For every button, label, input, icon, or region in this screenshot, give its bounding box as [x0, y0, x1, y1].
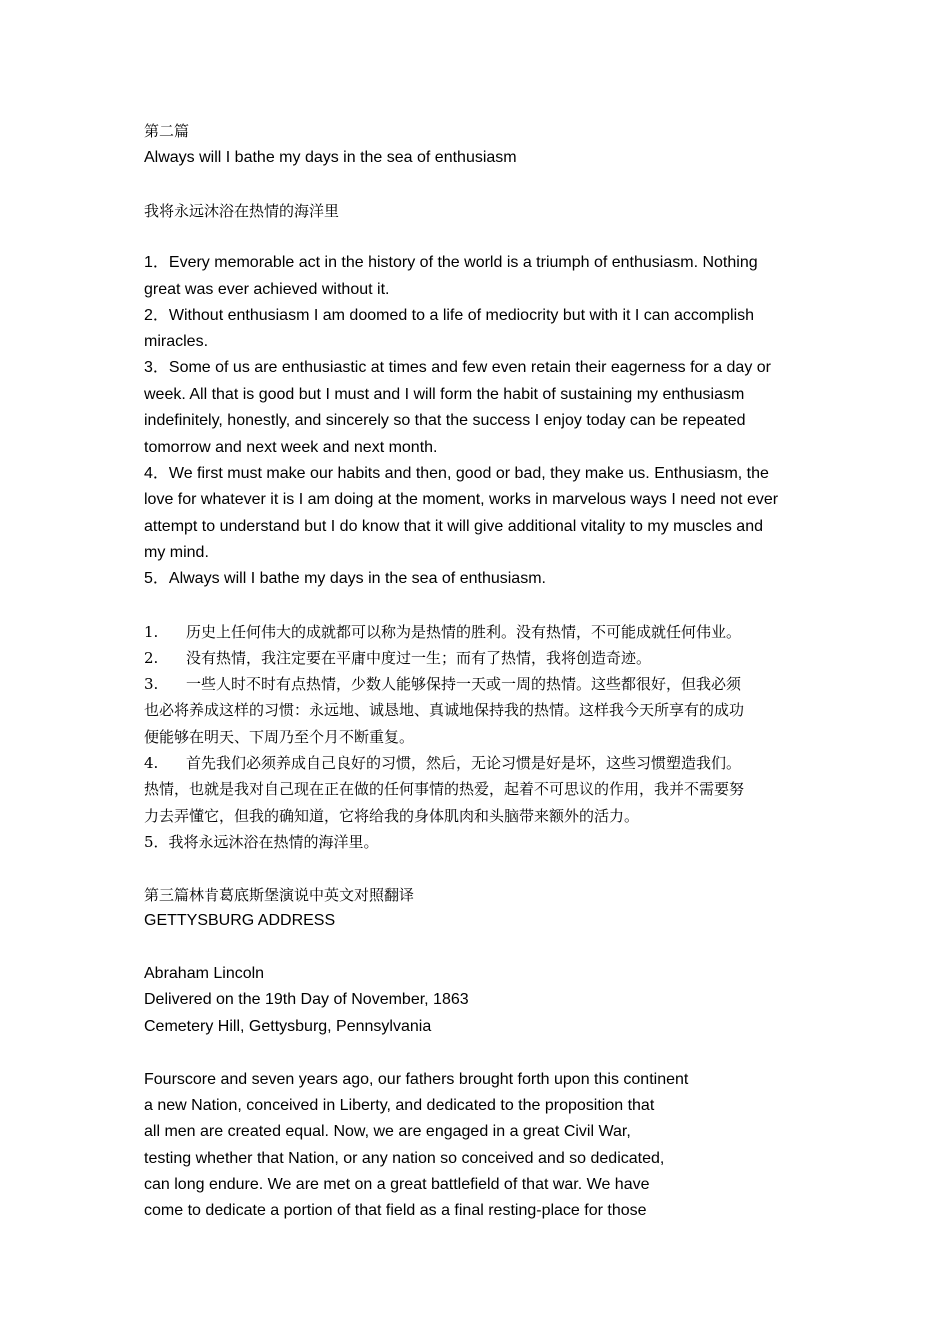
speech-line: Fourscore and seven years ago, our fathers brought forth upon this continent	[144, 1071, 689, 1088]
zh-list-item-continued: 热情，也就是我对自己现在正在做的任何事情的热爱，起着不可思议的作用，我并不需要努	[144, 780, 745, 798]
en-paragraph-line: week. All that is good but I must and I will form the habit of sustaining my enthusiasm	[144, 386, 745, 403]
section-2-title-en: Always will I bathe my days in the sea of enthusiasm	[144, 149, 517, 166]
zh-item-number: 3.	[144, 675, 159, 693]
speech-title: GETTYSBURG ADDRESS	[144, 912, 336, 929]
speech-author: Abraham Lincoln	[144, 965, 265, 982]
en-paragraph-line: attempt to understand but I do know that it will give additional vitality to my muscles and	[144, 518, 763, 535]
speech-line: can long endure. We are met on a great battlefield of that war. We have	[144, 1176, 650, 1193]
en-paragraph-line: 1．Every memorable act in the history of the world is a triumph of enthusiasm. Nothing	[144, 254, 758, 271]
en-paragraph-line: indefinitely, honestly, and sincerely so that the success I enjoy today can be repeated	[144, 412, 746, 429]
speech-line: testing whether that Nation, or any nation so conceived and so dedicated,	[144, 1150, 665, 1167]
zh-list-item	[144, 674, 741, 694]
section-2-heading: 第二篇	[144, 122, 190, 140]
zh-item-number: 2.	[144, 649, 159, 667]
en-paragraph-line: tomorrow and next week and next month.	[144, 439, 438, 456]
speech-line: all men are created equal. Now, we are engaged in a great Civil War,	[144, 1123, 631, 1140]
zh-item-text: 首先我们必须养成自己良好的习惯，然后，无论习惯是好是坏，这些习惯塑造我们。	[186, 754, 742, 772]
zh-list-item-continued: 也必将养成这样的习惯：永远地、诚恳地、真诚地保持我的热情。这样我今天所享有的成功	[144, 701, 745, 719]
speech-line: come to dedicate a portion of that field as a final resting-place for those	[144, 1202, 647, 1219]
en-paragraph-line: great was ever achieved without it.	[144, 281, 390, 298]
section-3-heading: 第三篇林肯葛底斯堡演说中英文对照翻译	[144, 886, 415, 904]
en-paragraph-line: 3．Some of us are enthusiastic at times and few even retain their eagerness for a day or	[144, 359, 771, 376]
en-paragraph-line: 5．Always will I bathe my days in the sea of enthusiasm.	[144, 570, 546, 587]
zh-list-item-continued: 便能够在明天、下周乃至个月不断重复。	[144, 728, 415, 746]
zh-list-item	[144, 622, 741, 642]
zh-list-item	[144, 753, 741, 773]
en-paragraph-line: my mind.	[144, 544, 209, 561]
en-paragraph-line: miracles.	[144, 333, 209, 350]
en-paragraph-line: 2．Without enthusiasm I am doomed to a life of mediocrity but with it I can accomplish	[144, 307, 755, 324]
section-2-title-zh: 我将永远沐浴在热情的海洋里	[144, 202, 340, 220]
zh-list-item-continued: 力去弄懂它，但我的确知道，它将给我的身体肌肉和头脑带来额外的活力。	[144, 807, 640, 825]
speech-date: Delivered on the 19th Day of November, 1863	[144, 991, 469, 1008]
speech-line: a new Nation, conceived in Liberty, and dedicated to the proposition that	[144, 1097, 655, 1114]
en-paragraph-line: 4．We first must make our habits and then, good or bad, they make us. Enthusiasm, the	[144, 465, 769, 482]
zh-item-text: 历史上任何伟大的成就都可以称为是热情的胜利。没有热情，不可能成就任何伟业。	[186, 623, 742, 641]
speech-location: Cemetery Hill, Gettysburg, Pennsylvania	[144, 1018, 432, 1035]
zh-list-item	[144, 648, 651, 668]
zh-item-text: 没有热情，我注定要在平庸中度过一生；而有了热情，我将创造奇迹。	[186, 649, 652, 667]
zh-item-number: 4.	[144, 754, 159, 772]
en-paragraph-line: love for whatever it is I am doing at the moment, works in marvelous ways I need not ever	[144, 491, 779, 508]
zh-item-text: 一些人时不时有点热情，少数人能够保持一天或一周的热情。这些都很好，但我必须	[186, 675, 742, 693]
zh-item-number: 1.	[144, 623, 159, 641]
zh-list-item-continued: 5．我将永远沐浴在热情的海洋里。	[144, 833, 379, 851]
